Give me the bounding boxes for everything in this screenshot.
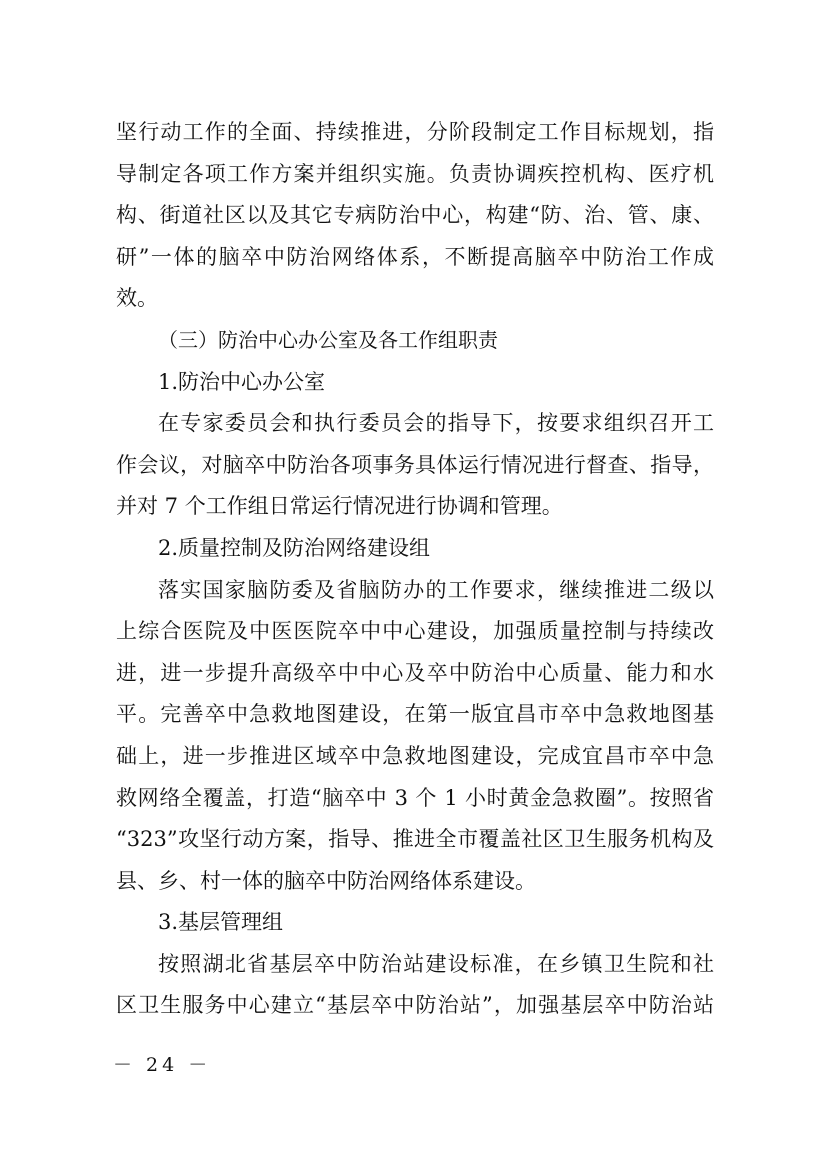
text-line: “323”攻坚行动方案，指导、推进全市覆盖社区卫生服务机构及 — [116, 827, 714, 852]
text-line: 构、街道社区以及其它专病防治中心，构建“防、治、管、康、 — [116, 203, 714, 228]
text-line: 上综合医院及中医医院卒中中心建设，加强质量控制与持续改 — [116, 619, 714, 644]
text-line: 础上，进一步推进区域卒中急救地图建设，完成宜昌市卒中急 — [116, 743, 714, 768]
paragraph-quality-control — [116, 570, 714, 903]
text-line: 区卫生服务中心建立“基层卒中防治站”，加强基层卒中防治站 — [116, 993, 714, 1018]
text-line: 平。完善卒中急救地图建设，在第一版宜昌市卒中急救地图基 — [116, 702, 714, 727]
text-line: 进，进一步提升高级卒中中心及卒中防治中心质量、能力和水 — [116, 660, 714, 685]
text-line: 坚行动工作的全面、持续推进，分阶段制定工作目标规划，指 — [116, 120, 714, 144]
paragraph-office — [116, 403, 714, 528]
text-line: 落实国家脑防委及省脑防办的工作要求，继续推进二级以 — [158, 577, 714, 602]
paragraph-grassroots — [116, 944, 714, 1027]
document-body — [116, 112, 714, 1027]
text-line: 作会议，对脑卒中防治各项事务具体运行情况进行督查、指导， — [116, 452, 714, 477]
section-heading: （三）防治中心办公室及各工作组职责 — [158, 327, 498, 352]
text-line: 救网络全覆盖，打造“脑卒中 3 个 1 小时黄金急救圈”。按照省 — [116, 785, 714, 810]
text-line: 研”一体的脑卒中防治网络体系，不断提高脑卒中防治工作成 — [116, 244, 714, 269]
text-line: 并对 7 个工作组日常运行情况进行协调和管理。 — [116, 494, 563, 519]
paragraph-continuation — [116, 112, 714, 320]
text-line: 县、乡、村一体的脑卒中防治网络体系建设。 — [116, 868, 536, 893]
text-line: 按照湖北省基层卒中防治站建设标准，在乡镇卫生院和社 — [158, 951, 714, 976]
text-line: 导制定各项工作方案并组织实施。负责协调疾控机构、医疗机 — [116, 161, 714, 186]
subsection-title: 2.质量控制及防治网络建设组 — [158, 535, 431, 560]
text-line: 在专家委员会和执行委员会的指导下，按要求组织召开工 — [158, 411, 714, 436]
subsection-title: 3.基层管理组 — [158, 910, 284, 935]
page-number: － 24 － — [113, 1054, 212, 1076]
text-line: 效。 — [116, 286, 158, 311]
subsection-title: 1.防治中心办公室 — [158, 369, 326, 394]
